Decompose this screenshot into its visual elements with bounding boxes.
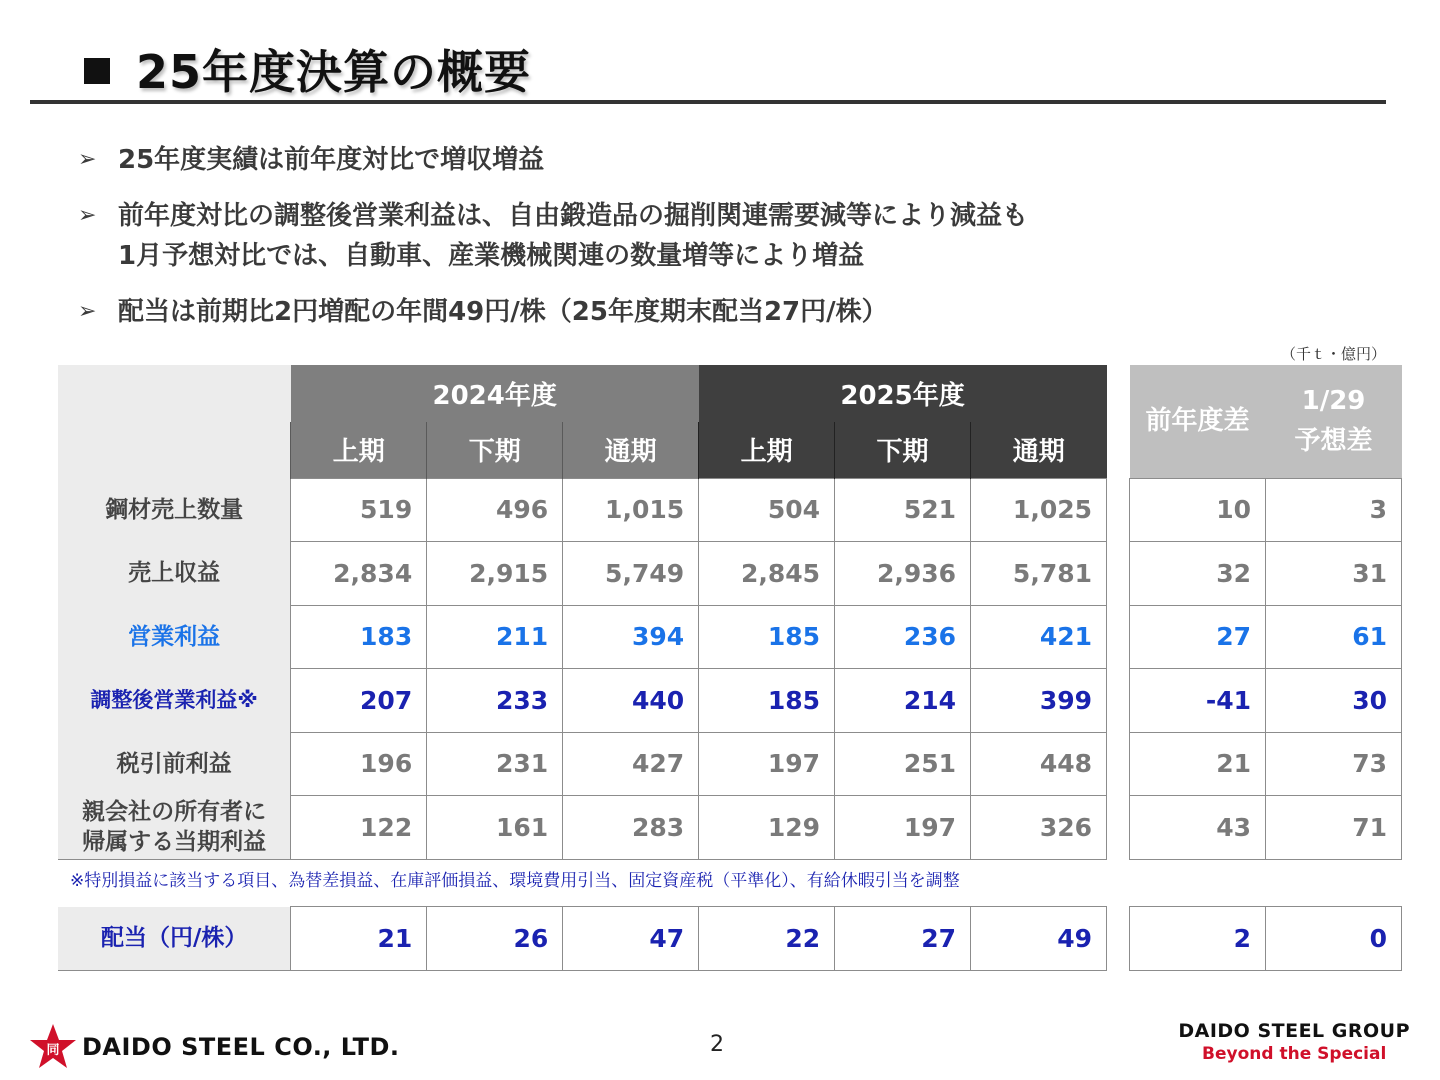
cell: 32 [1130,542,1266,606]
cell: 73 [1266,732,1402,796]
cell: 27 [1130,605,1266,669]
difference-table [1129,365,1402,860]
unit-label: （千ｔ・億円） [1280,345,1386,363]
row-label: 営業利益 [58,605,291,669]
cell: 231 [427,732,563,796]
table-row [58,605,1107,669]
cell: 49 [971,907,1107,971]
star-logo-icon [28,1022,78,1072]
row-label [58,796,291,860]
cell: 504 [699,478,835,542]
bullet-item [78,196,1378,276]
table-row [1130,542,1402,606]
header-full-2024: 通期 [563,422,699,478]
row-label: 鋼材売上数量 [58,478,291,542]
cell: 31 [1266,542,1402,606]
header-h1-2024: 上期 [291,422,427,478]
cell: 161 [427,796,563,860]
cell: 183 [291,605,427,669]
cell: 47 [563,907,699,971]
header-diff-forecast-line: 予想差 [1294,426,1373,457]
title-block [84,36,531,102]
bullet-item [78,292,1378,332]
header-h1-2025: 上期 [699,422,835,478]
cell: 399 [971,669,1107,733]
cell: 251 [835,732,971,796]
cell: 2 [1130,907,1266,971]
row-label: 税引前利益 [58,732,291,796]
bullet-text: 1月予想対比では、自動車、産業機械関連の数量増等により増益 [118,241,865,271]
table-row [58,907,1107,971]
cell: 185 [699,669,835,733]
group-logo [1178,1020,1410,1064]
bullet-text: 25年度実績は前年度対比で増収増益 [118,145,545,175]
cell: 71 [1266,796,1402,860]
cell: 197 [835,796,971,860]
cell: 519 [291,478,427,542]
cell: 207 [291,669,427,733]
group-name: DAIDO STEEL GROUP [1178,1020,1410,1042]
header-diff-prev: 前年度差 [1130,365,1266,478]
title-square-icon [84,58,110,84]
row-label-line: 親会社の所有者に [82,799,267,825]
cell: 211 [427,605,563,669]
cell: 61 [1266,605,1402,669]
cell: 283 [563,796,699,860]
row-label-line: 帰属する当期利益 [82,829,267,855]
table-row [58,542,1107,606]
cell: 427 [563,732,699,796]
header-fy2024: 2024年度 [291,365,699,422]
results-table [58,365,1107,860]
bullet-list [78,140,1378,348]
cell: 10 [1130,478,1266,542]
cell: 326 [971,796,1107,860]
cell: 440 [563,669,699,733]
cell: 1,015 [563,478,699,542]
table-row [1130,478,1402,542]
logo-mark-char: 同 [46,1043,60,1058]
bullet-text: 前年度対比の調整後営業利益は、自由鍛造品の掘削関連需要減等により減益も [118,201,1029,231]
group-tagline: Beyond the Special [1202,1044,1387,1064]
cell: 448 [971,732,1107,796]
cell: 5,781 [971,542,1107,606]
table-row [1130,907,1402,971]
cell: 2,936 [835,542,971,606]
cell: 196 [291,732,427,796]
cell: 197 [699,732,835,796]
arrow-bullet-icon: ➢ [78,203,97,228]
header-h2-2025: 下期 [835,422,971,478]
cell: 214 [835,669,971,733]
row-label: 配当（円/株） [58,907,291,971]
cell: 236 [835,605,971,669]
cell: 185 [699,605,835,669]
table-row [58,669,1107,733]
cell: -41 [1130,669,1266,733]
table-row [58,732,1107,796]
table-row [1130,605,1402,669]
table-row [1130,732,1402,796]
arrow-bullet-icon: ➢ [78,299,97,324]
cell: 421 [971,605,1107,669]
page-title: 25年度決算の概要 [136,45,532,99]
bullet-text: 配当は前期比2円増配の年間49円/株（25年度期末配当27円/株） [118,297,888,327]
arrow-bullet-icon: ➢ [78,147,97,172]
cell: 27 [835,907,971,971]
cell: 3 [1266,478,1402,542]
company-logo [28,1022,400,1072]
cell: 21 [291,907,427,971]
cell: 496 [427,478,563,542]
table-row [58,796,1107,860]
cell: 1,025 [971,478,1107,542]
cell: 2,915 [427,542,563,606]
header-fy2025: 2025年度 [699,365,1107,422]
cell: 30 [1266,669,1402,733]
title-divider [30,100,1386,104]
header-full-2025: 通期 [971,422,1107,478]
cell: 122 [291,796,427,860]
cell: 26 [427,907,563,971]
dividend-difference-table [1129,906,1402,971]
header-diff-forecast-line: 1/29 [1301,386,1366,417]
table-footnote: ※特別損益に該当する項目、為替差損益、在庫評価損益、環境費用引当、固定資産税（平準化）、有給休暇引当を調整 [70,871,960,891]
table-row [1130,669,1402,733]
cell: 0 [1266,907,1402,971]
cell: 394 [563,605,699,669]
cell: 2,834 [291,542,427,606]
row-label: 調整後営業利益※ [58,669,291,733]
cell: 521 [835,478,971,542]
header-diff-forecast [1266,365,1402,478]
cell: 233 [427,669,563,733]
cell: 21 [1130,732,1266,796]
company-name: DAIDO STEEL CO., LTD. [82,1033,400,1061]
table-row [58,478,1107,542]
cell: 5,749 [563,542,699,606]
dividend-table [58,906,1107,971]
row-label: 売上収益 [58,542,291,606]
cell: 22 [699,907,835,971]
bullet-item [78,140,1378,180]
cell: 43 [1130,796,1266,860]
cell: 2,845 [699,542,835,606]
table-row [1130,796,1402,860]
cell: 129 [699,796,835,860]
header-blank [58,365,291,478]
header-h2-2024: 下期 [427,422,563,478]
page-number: 2 [710,1032,724,1057]
